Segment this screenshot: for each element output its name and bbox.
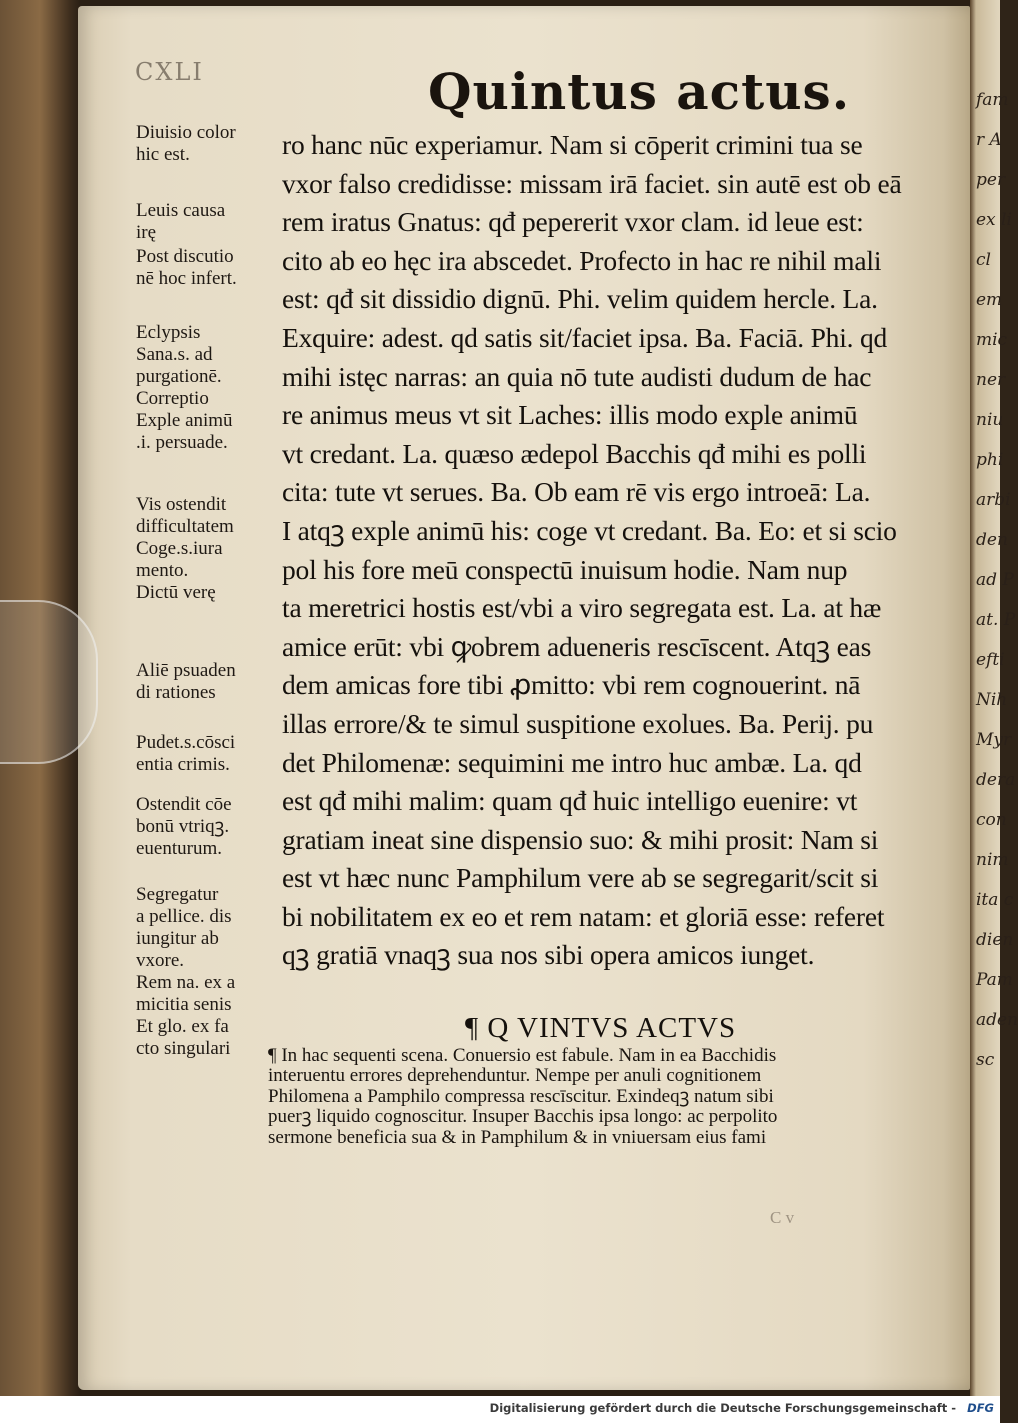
right-page-fragment: con bbox=[976, 810, 1007, 830]
margin-gloss-line: Vis ostendit bbox=[136, 494, 227, 515]
right-page-fragment: efti bbox=[976, 650, 1005, 670]
right-page-fragment: arbi bbox=[976, 490, 1011, 510]
right-page-fragment: ita c bbox=[976, 890, 1014, 910]
footer-bar bbox=[0, 1396, 1000, 1423]
margin-gloss-line: Exple animū bbox=[136, 410, 233, 431]
main-text-line: I atqꝫ exple animū his: coge vt credant. Ba. Eo: et si scio bbox=[282, 514, 897, 546]
argument-line: puerꝫ liquido cognoscitur. Insuper Bacchis ipsa longo: ac perpolito bbox=[268, 1106, 778, 1128]
right-page-fragment: Nih bbox=[976, 690, 1008, 710]
margin-gloss-line: Pudet.s.cōsci bbox=[136, 732, 236, 753]
margin-gloss-line: iungitur ab bbox=[136, 928, 219, 949]
margin-gloss-line: di rationes bbox=[136, 682, 216, 703]
margin-gloss-line: purgationē. bbox=[136, 366, 222, 387]
margin-gloss-line: Eclypsis bbox=[136, 322, 201, 343]
main-text-line: cita: tute vt serues. Ba. Ob eam rē vis ergo introeā: La. bbox=[282, 476, 871, 508]
act-heading: ¶ Q VINTVS ACTVS bbox=[465, 1012, 737, 1044]
folio-number: CXLI bbox=[135, 58, 204, 86]
margin-gloss-line: irę bbox=[136, 222, 157, 243]
main-text-line: illas errore/& te simul suspitione exolues. Ba. Perij. pu bbox=[282, 707, 874, 739]
margin-gloss-line: Rem na. ex a bbox=[136, 972, 236, 993]
margin-gloss-line: Correptio bbox=[136, 388, 209, 409]
right-page-fragment: r A bbox=[976, 130, 1002, 150]
right-page-fragment: sc bbox=[976, 1050, 995, 1070]
margin-gloss-line: a pellice. dis bbox=[136, 906, 232, 927]
right-page-fragment: ex li bbox=[976, 210, 1012, 230]
main-text-line: cito ab eo hęc ira abscedet. Profecto in hac re nihil mali bbox=[282, 244, 882, 276]
main-text-line: vt credant. La. quæso ædepol Bacchis qđ mihi es polli bbox=[282, 437, 867, 469]
margin-gloss-line: Aliē psuaden bbox=[136, 660, 236, 681]
right-page-fragment: phi bbox=[976, 450, 1004, 470]
margin-gloss-line: Leuis causa bbox=[136, 200, 226, 221]
main-text-line: det Philomenæ: sequimini me intro huc ambæ. La. qd bbox=[282, 746, 862, 778]
argument-line: sermone beneficia sua & in Pamphilum & in vniuersam eius fami bbox=[268, 1126, 767, 1148]
margin-gloss-line: mento. bbox=[136, 560, 189, 581]
main-text-line: amice erūt: vbi ꝙobrem adueneris rescīscent. Atqꝫ eas bbox=[282, 630, 872, 662]
margin-gloss-line: entia crimis. bbox=[136, 754, 230, 775]
main-text-line: est qđ mihi malim: quam qđ huic intelligo euenire: vt bbox=[282, 785, 858, 817]
main-text-line: vxor falso credidisse: missam irā faciet. sin autē est ob eā bbox=[282, 167, 902, 199]
margin-gloss-line: Post discutio bbox=[136, 246, 234, 267]
dfg-logo: DFG bbox=[967, 1401, 994, 1415]
right-page-fragment: dera bbox=[976, 770, 1016, 790]
right-page-fragment: fam bbox=[976, 90, 1009, 110]
margin-gloss-line: Ostendit cōe bbox=[136, 794, 232, 815]
right-page-fragment: ner bbox=[976, 370, 1006, 390]
main-text-line: est: qđ sit dissidio dignū. Phi. velim quidem hercle. La. bbox=[282, 283, 878, 315]
main-text-line: qꝫ gratiā vnaqꝫ sua nos sibi opera amicos iunget. bbox=[282, 939, 815, 971]
margin-gloss-line: Coge.s.iura bbox=[136, 538, 223, 559]
right-page-fragment: em bbox=[976, 290, 1003, 310]
right-page-fragment: at. P bbox=[976, 610, 1016, 630]
right-page-edge bbox=[970, 0, 1018, 1396]
margin-gloss-line: Diuisio color bbox=[136, 122, 236, 143]
main-text-line: ta meretrici hostis est/vbi a viro segregata est. La. at hæ bbox=[282, 592, 882, 624]
main-text-line: bi nobilitatem ex eo et rem natam: et gloriā esse: referet bbox=[282, 900, 885, 932]
margin-gloss-line: nē hoc infert. bbox=[136, 268, 237, 289]
margin-gloss-line: micitia senis bbox=[136, 994, 232, 1015]
right-page-fragment: dien bbox=[976, 930, 1014, 950]
margin-gloss-line: euenturum. bbox=[136, 838, 223, 859]
right-page-fragment: aden bbox=[976, 1010, 1018, 1030]
right-page-fragment: ad P bbox=[976, 570, 1014, 590]
main-text-line: re animus meus vt sit Laches: illis modo exple animū bbox=[282, 399, 858, 431]
right-page-fragment: niu bbox=[976, 410, 1004, 430]
right-page-fragment: per bbox=[976, 170, 1006, 190]
margin-gloss-line: vxore. bbox=[136, 950, 185, 971]
margin-gloss-line: Sana.s. ad bbox=[136, 344, 213, 365]
margin-gloss-line: Dictū verę bbox=[136, 582, 216, 603]
main-text-line: Exquire: adest. qd satis sit/faciet ipsa. Ba. Faciā. Phi. qd bbox=[282, 321, 888, 353]
main-text-line: rem iratus Gnatus: qđ pepererit vxor clam. id leue est: bbox=[282, 206, 864, 238]
running-head-title: Quintus actus. bbox=[428, 62, 851, 121]
main-text-line: est vt hæc nunc Pamphilum vere ab se segregarit/scit si bbox=[282, 862, 879, 894]
right-page-fragment: Myr bbox=[976, 730, 1012, 750]
margin-gloss-line: hic est. bbox=[136, 144, 190, 165]
main-text-block bbox=[282, 126, 922, 975]
margin-gloss-line: Et glo. ex fa bbox=[136, 1016, 229, 1037]
margin-gloss-line: .i. persuade. bbox=[136, 432, 228, 453]
right-page-fragment: den bbox=[976, 530, 1008, 550]
argument-line: ¶ In hac sequenti scena. Conuersio est fabule. Nam in ea Bacchidis bbox=[268, 1045, 777, 1066]
main-text-line: pol his fore meū conspectū inuisum hodie. Nam nup bbox=[282, 553, 848, 585]
right-page-fragment: mic bbox=[976, 330, 1008, 350]
argument-line: Philomena a Pamphilo compressa rescīscitur. Exindeqꝫ natum sibi bbox=[268, 1085, 774, 1107]
margin-gloss-line: cto singulari bbox=[136, 1038, 231, 1059]
right-page-fragment: Pam bbox=[976, 970, 1013, 990]
margin-gloss-line: Segregatur bbox=[136, 884, 219, 905]
footer-credit: Digitalisierung gefördert durch die Deutsche Forschungsgemeinschaft - bbox=[489, 1401, 956, 1415]
main-text-line: ro hanc nūc experiamur. Nam si cōperit crimini tua se bbox=[282, 129, 863, 160]
argument-line: interuentu errores deprehenduntur. Nempe per anuli cognitionem bbox=[268, 1065, 762, 1087]
right-page-fragment: nim bbox=[976, 850, 1009, 870]
page-clip bbox=[0, 600, 98, 764]
signature-mark: C v bbox=[770, 1208, 795, 1227]
margin-gloss-line: bonū vtriqꝫ. bbox=[136, 816, 230, 837]
right-page-fragment: cl bbox=[976, 250, 991, 270]
main-text-line: mihi istęc narras: an quia nō tute audisti dudum de hac bbox=[282, 360, 872, 392]
scene-argument bbox=[268, 1046, 918, 1148]
margin-gloss-line: difficultatem bbox=[136, 516, 234, 537]
main-text-line: dem amicas fore tibi ꝓmitto: vbi rem cognouerint. nā bbox=[282, 669, 861, 701]
main-text-line: gratiam ineat sine dispensio suo: & mihi prosit: Nam si bbox=[282, 823, 879, 855]
